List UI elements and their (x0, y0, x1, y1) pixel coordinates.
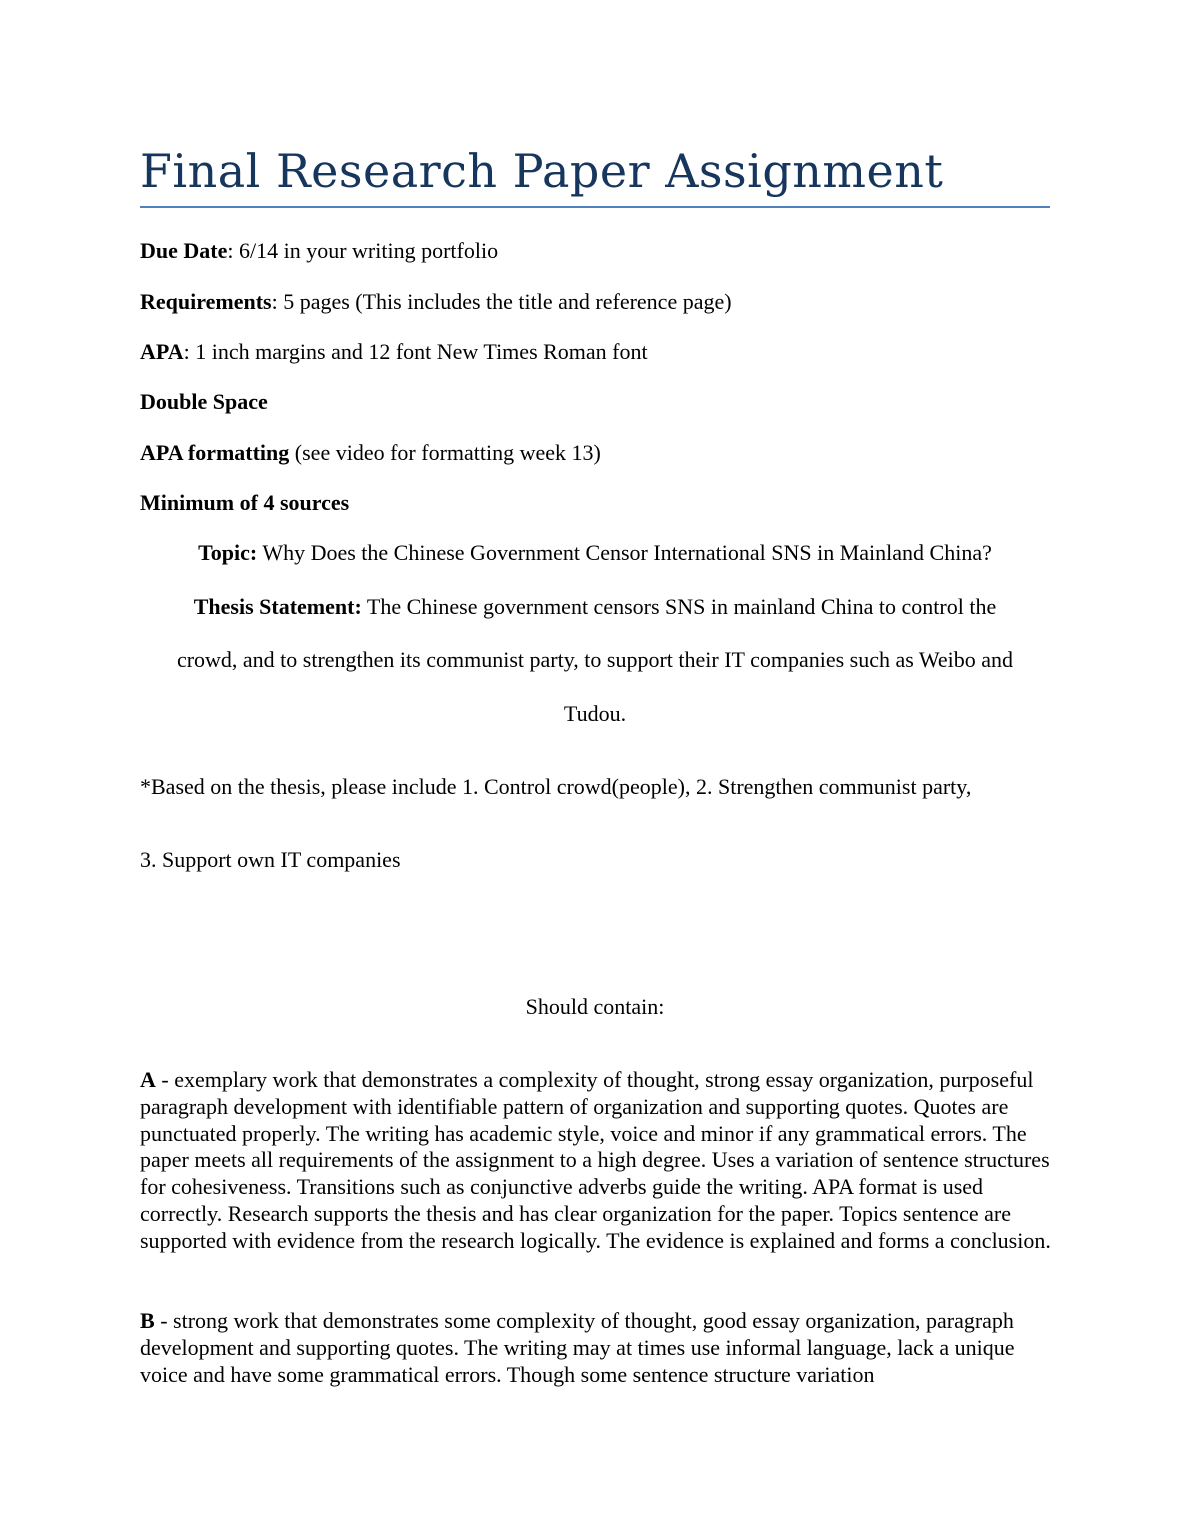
due-date-line (140, 237, 498, 265)
grade-a-paragraph (140, 1067, 1055, 1255)
requirements-label: Requirements (140, 289, 272, 314)
thesis-line-1 (140, 593, 1050, 621)
apa-value: : 1 inch margins and 12 font New Times Roman font (183, 339, 648, 364)
grade-b-text: - strong work that demonstrates some complexity of thought, good essay organization, paragraph development and supporting quotes. The writing may at times use informal language, lack a unique voice and have some grammatical errors. Though some sentence structure variation (140, 1308, 1015, 1387)
requirements-value: : 5 pages (This includes the title and reference page) (271, 289, 732, 314)
grade-a-text: - exemplary work that demonstrates a complexity of thought, strong essay organization, purposeful paragraph development with identifiable pattern of organization and supporting quotes. Quotes are punctuated properly. The writing has academic style, voice and minor if any grammatical errors. The paper meets all requirements of the assignment to a high degree. Uses a variation of sentence structures for cohesiveness. Transitions such as conjunctive adverbs guide the writing. APA format is used correctly. Research supports the thesis and has clear organization for the paper. Topics sentence are supported with evidence from the research logically. The evidence is explained and forms a conclusion. (140, 1067, 1051, 1253)
thesis-text-1: The Chinese government censors SNS in mainland China to control the (361, 594, 997, 619)
thesis-line-3: Tudou. (563, 701, 627, 726)
apa-label: APA (140, 339, 184, 364)
apa-line (140, 338, 648, 366)
note-line-1: *Based on the thesis, please include 1. Control crowd(people), 2. Strengthen communist party, (140, 774, 972, 799)
page-title: Final Research Paper Assignment (140, 144, 944, 198)
apa-formatting-line (140, 439, 601, 467)
double-space-label: Double Space (140, 389, 268, 414)
due-date-value: : 6/14 in your writing portfolio (227, 238, 499, 263)
sources-line (140, 489, 349, 517)
double-space-line (140, 388, 268, 416)
requirements-line (140, 288, 732, 316)
thesis-label: Thesis Statement: (193, 594, 362, 619)
topic-text: Why Does the Chinese Government Censor International SNS in Mainland China? (257, 540, 992, 565)
thesis-line-2: crowd, and to strengthen its communist party, to support their IT companies such as Weibo and (176, 647, 1014, 672)
apa-formatting-value: (see video for formatting week 13) (289, 440, 601, 465)
apa-formatting-label: APA formatting (140, 440, 290, 465)
grade-b-paragraph (140, 1308, 1055, 1388)
topic-line (140, 539, 1050, 567)
sources-label: Minimum of 4 sources (140, 490, 350, 515)
note-line-2: 3. Support own IT companies (140, 847, 401, 872)
should-contain-heading: Should contain: (525, 994, 665, 1019)
title-underline (140, 206, 1050, 208)
grade-b-label: B (140, 1308, 155, 1333)
topic-label: Topic: (198, 540, 258, 565)
grade-a-label: A (140, 1067, 156, 1092)
due-date-label: Due Date (140, 238, 228, 263)
